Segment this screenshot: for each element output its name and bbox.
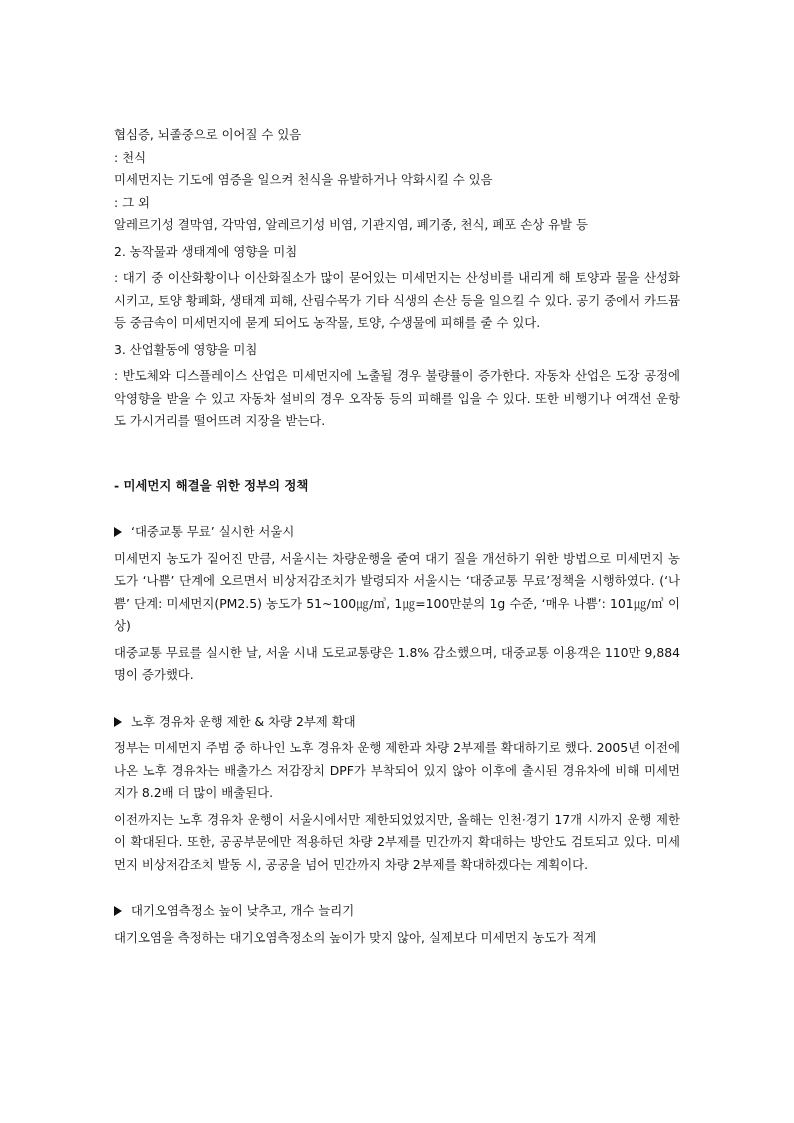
section-2-title: 2. 농작물과 생태계에 영향을 미침 (114, 243, 298, 259)
triangle-bullet-icon (114, 906, 122, 916)
asthma-label: : 천식 (114, 149, 147, 165)
paragraph-continued: 협심증, 뇌졸중으로 이어질 수 있음 (114, 127, 302, 142)
section-2-text: : 대기 중 이산화황이나 이산화질소가 많이 묻어있는 미세먼지는 산성비를 내리게 해 토양과 물을 산성화 시키고, 토양 황폐화, 생태계 피해, 산림수목가 기타 식생의 손산 등을 일으킬 수 있다. 공기 중에서 카드뮴 등 중금속이 미세먼지에 묻게 되어도 농작물, 토양, 수생물에 피해를 줄 수 있다. (114, 270, 680, 330)
policy-heading: - 미세먼지 해결을 위한 정부의 정책 (114, 477, 309, 493)
section-3-text: : 반도체와 디스플레이스 산업은 미세먼지에 노출될 경우 불량률이 증가한다. 자동차 산업은 도장 공정에 악영향을 받을 수 있고 자동차 설비의 경우 오작동 등의 피해를 입을 수 있다. 또한 비행기나 여객선 운항도 가시거리를 떨어뜨려 지장을 받는다. (114, 368, 680, 428)
policy-item-1-title (114, 521, 680, 544)
policy-item-2-title-text: 노후 경유차 운행 제한 & 차량 2부제 확대 (131, 713, 356, 729)
policy-item-2-paragraph-2: 이전까지는 노후 경유차 운행이 서울시에서만 제한되었었지만, 올해는 인천·경기 17개 시까지 운행 제한이 확대된다. 또한, 공공부문에만 적용하던 차량 2부제를 민간까지 확대하는 방안도 검토되고 있다. 미세먼지 비상저감조치 발동 시, 공공을 넘어 민간까지 차량 2부제를 확대하겠다는 계획이다. (114, 811, 680, 872)
policy-item-3-title (114, 900, 680, 923)
policy-item-3-title-text: 대기오염측정소 높이 낮추고, 개수 늘리기 (131, 903, 355, 918)
section-3-title: 3. 산업활동에 영향을 미침 (114, 341, 258, 357)
triangle-bullet-icon (114, 527, 122, 537)
document-page (114, 124, 680, 949)
policy-item-3-paragraph-1: 대기오염을 측정하는 대기오염측정소의 높이가 맞지 않아, 실제보다 미세먼지 농도가 적게 (114, 929, 597, 945)
policy-item-2-paragraph-1: 정부는 미세먼지 주범 중 하나인 노후 경유차 운행 제한과 차량 2부제를 확대하기로 했다. 2005년 이전에 나온 노후 경유차는 배출가스 저감장치 DPF가 부착되어 있지 않아 이후에 출시된 경유차에 비해 미세먼지가 8.2배 더 많이 배출된다. (114, 740, 680, 800)
etc-text: 알레르기성 결막염, 각막염, 알레르기성 비염, 기관지염, 폐기종, 천식, 폐포 손상 유발 등 (114, 217, 588, 232)
policy-item-1-title-text: ‘대중교통 무료’ 실시한 서울시 (131, 524, 295, 539)
asthma-text: 미세먼지는 기도에 염증을 일으켜 천식을 유발하거나 악화시킬 수 있음 (114, 172, 493, 187)
etc-label: : 그 외 (114, 194, 150, 210)
policy-item-2-title (114, 711, 680, 734)
policy-item-1-paragraph-1: 미세먼지 농도가 짙어진 만큼, 서울시는 차량운행을 줄여 대기 질을 개선하기 위한 방법으로 미세먼지 농도가 ‘나쁨’ 단계에 오르면서 비상저감조치가 발령되자 서울시는 ‘대중교통 무료’정책을 시행하였다. (‘나쁨’ 단계: 미세먼지(PM2.5) 농도가 51~100㎍/㎥, 1㎍=100만분의 1g 수준, ‘매우 나쁨’: 101㎍/㎥ 이상) (114, 550, 680, 633)
policy-item-1-paragraph-2: 대중교통 무료를 실시한 날, 서울 시내 도로교통량은 1.8% 감소했으며, 대중교통 이용객은 110만 9,884명이 증가했다. (114, 644, 680, 682)
triangle-bullet-icon (114, 717, 122, 727)
